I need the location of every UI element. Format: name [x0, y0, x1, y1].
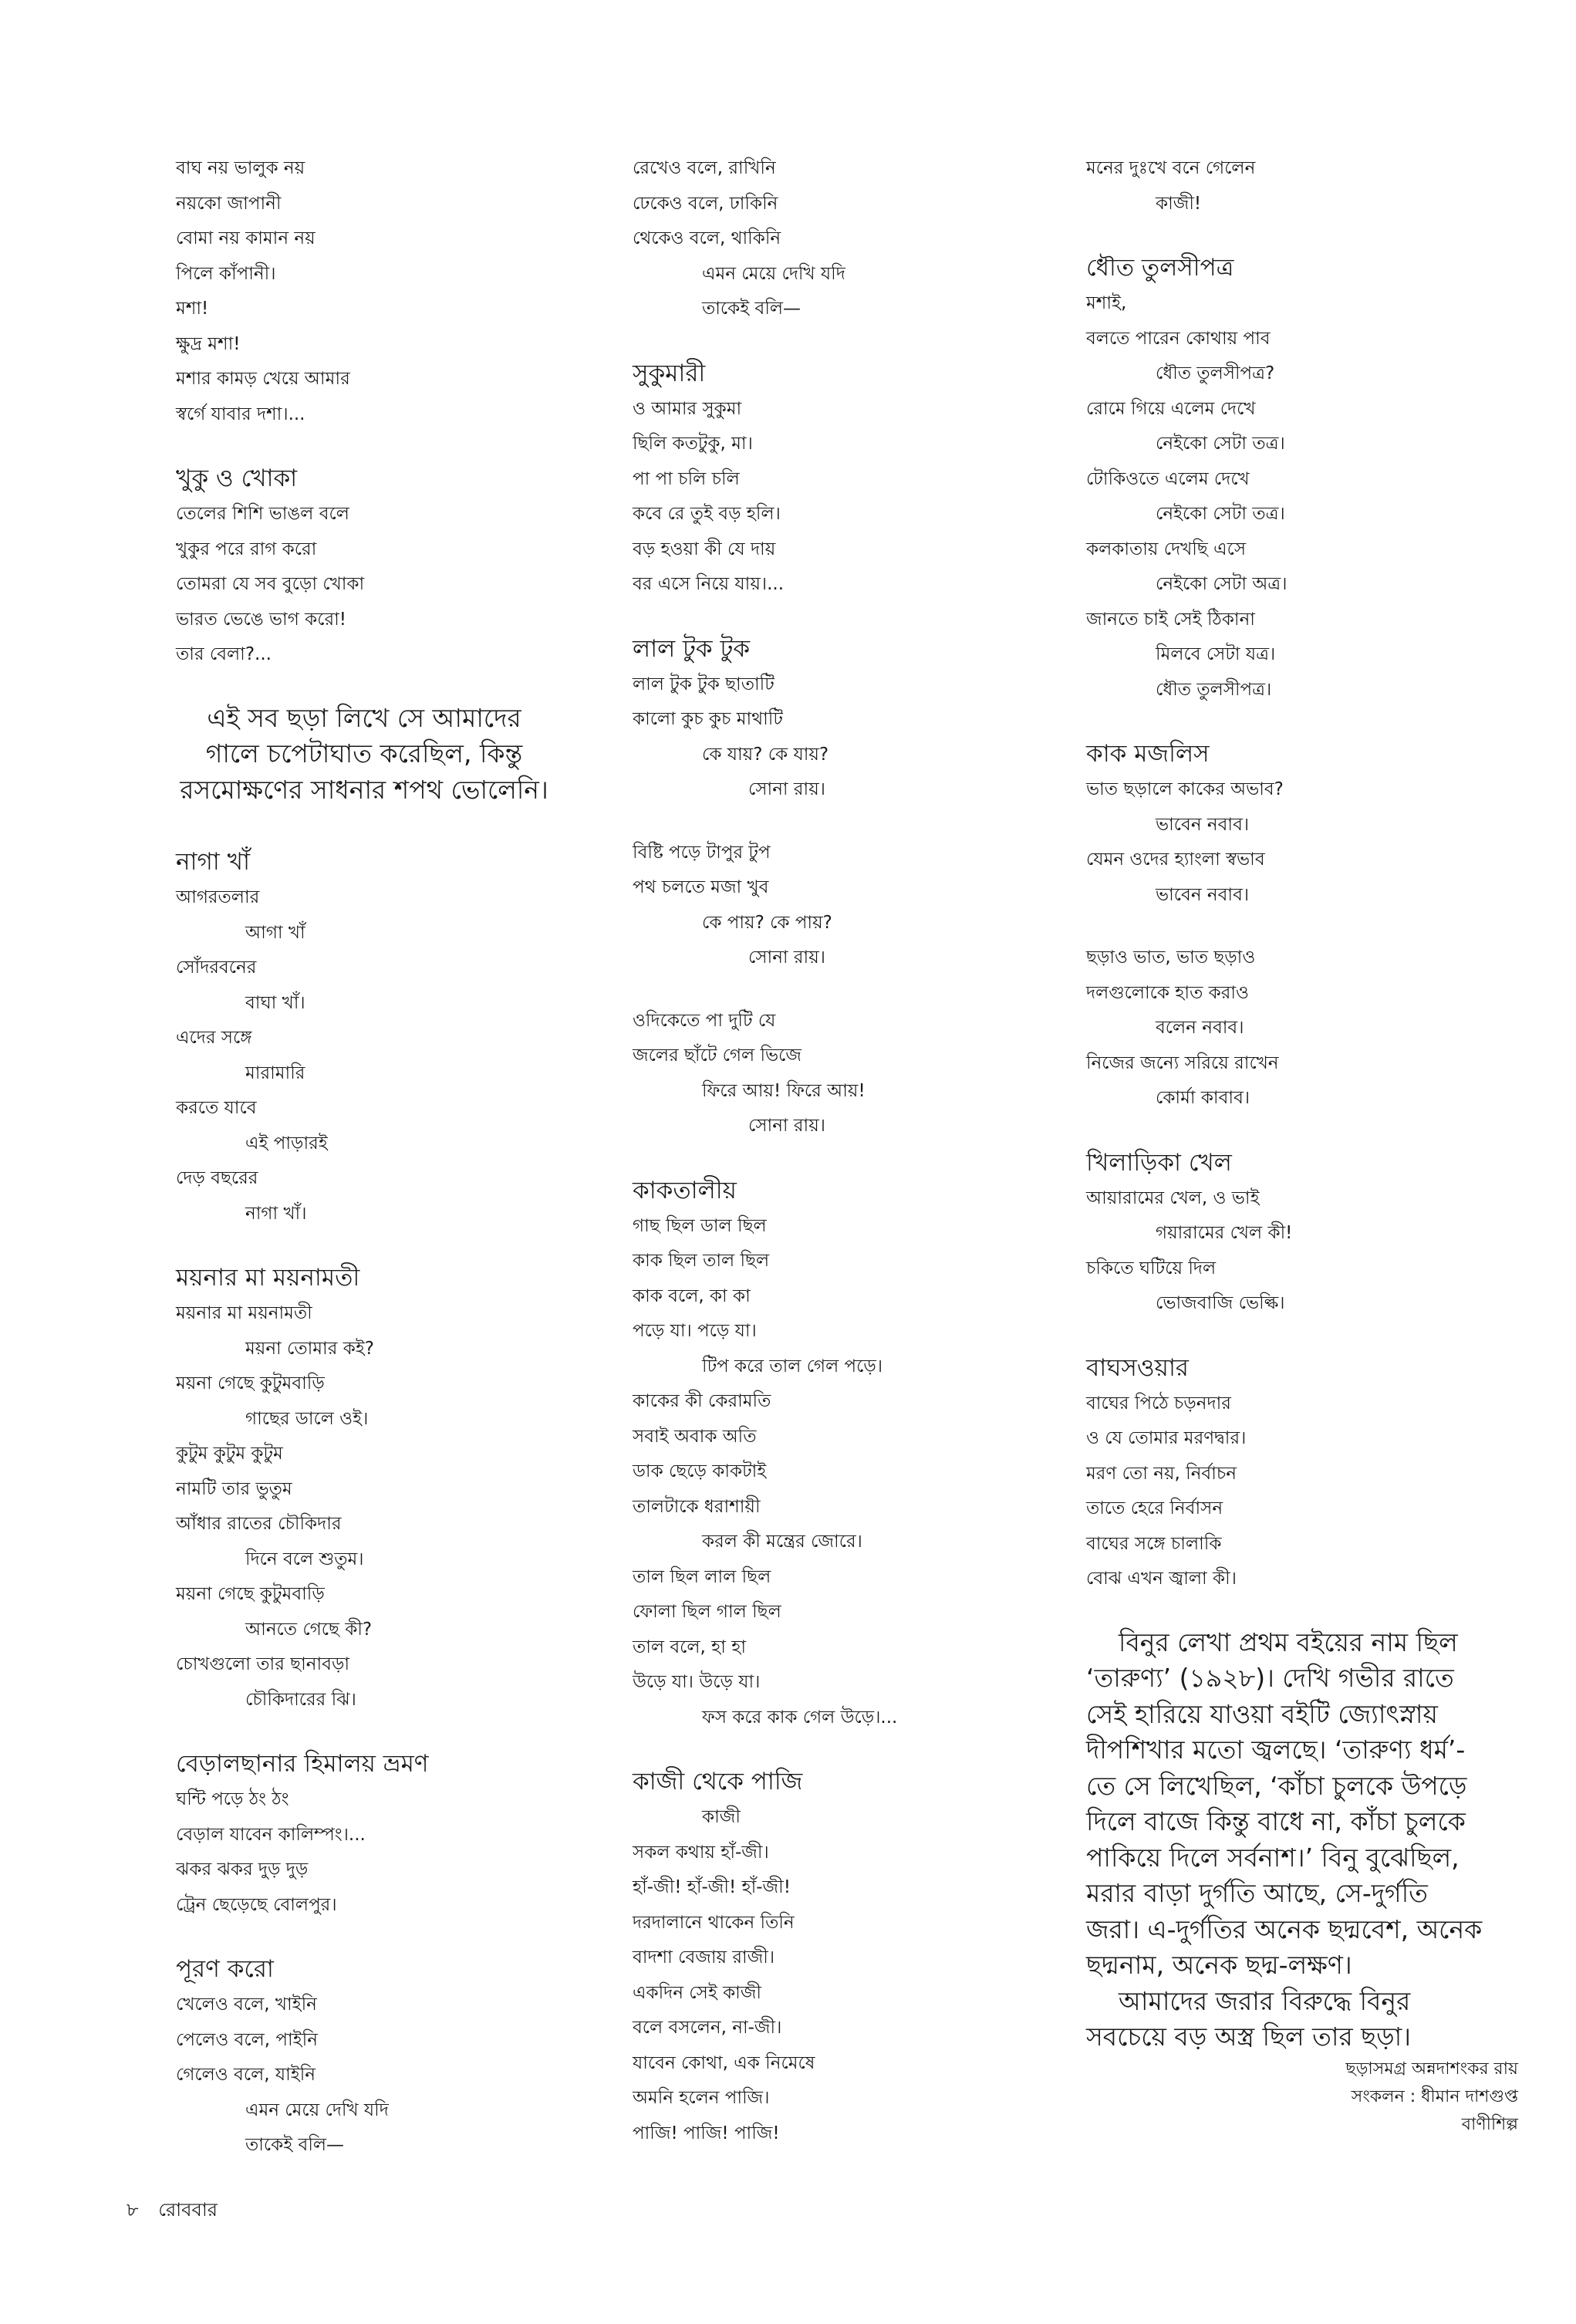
poem-line: আঁধার রাতের চৌকিদার	[176, 1514, 342, 1534]
poem-line: ধৌত তুলসীপত্র?	[1156, 363, 1275, 383]
poem-line: সবাই অবাক অতি	[633, 1426, 757, 1447]
poem-line: বাঘা খাঁ।	[245, 992, 305, 1013]
poem-line: ছড়াও ভাত, ভাত ছড়াও	[1086, 948, 1256, 968]
prose-line: সবচেয়ে বড় অস্ত্র ছিল তার ছড়া।	[1086, 2022, 1412, 2052]
poem-title: পূরণ করো	[176, 1955, 274, 1983]
poem-line: ময়না গেছে কুটুমবাড়ি	[176, 1584, 325, 1604]
prose-line: ছদ্মনাম, অনেক ছদ্ম-লক্ষণ।	[1086, 1950, 1352, 1980]
poem-line: তালটাকে ধরাশায়ী	[633, 1496, 761, 1517]
poem-line: দলগুলোকে হাত করাও	[1086, 982, 1249, 1003]
prose-line: রসমোক্ষণের সাধনার শপথ ভোলেনি।	[180, 774, 548, 805]
poem-line: এমন মেয়ে দেখি যদি	[245, 2099, 389, 2120]
poem-line: মরণ তো নয়, নির্বাচন	[1086, 1463, 1237, 1484]
poem-title: কাকতালীয়	[633, 1176, 737, 1204]
poem-line: খেলেও বলে, খাইনি	[176, 1995, 317, 2015]
prose-line: দীপশিখার মতো জ্বলছে। ‘তারুণ্য ধর্ম’-	[1086, 1735, 1466, 1765]
poem-line: নেইকো সেটা অত্র।	[1156, 574, 1287, 594]
poem-line: বোমা নয় কামান নয়	[176, 228, 316, 248]
poem-line: তাতে হেরে নির্বাসন	[1086, 1498, 1223, 1518]
poem-line: নিজের জন্যে সরিয়ে রাখেন	[1086, 1052, 1279, 1073]
column-2	[633, 151, 1065, 2151]
poem-title: সুকুমারী	[633, 359, 706, 387]
poem-line: কাক বলে, কা কা	[633, 1285, 751, 1306]
poem-line: তাল ছিল লাল ছিল	[633, 1566, 771, 1587]
poem-line: ট্রেন ছেড়েছে বোলপুর।	[176, 1894, 337, 1915]
poem-line: সোনা রায়।	[748, 779, 825, 799]
poem-line: ফোলা ছিল গাল ছিল	[633, 1602, 781, 1622]
poem-line: নেইকো সেটা তত্র।	[1156, 504, 1285, 524]
poem-line: সোনা রায়।	[748, 1116, 825, 1136]
poem-line: কাক ছিল তাল ছিল	[633, 1251, 770, 1271]
poem-line: পাজি! পাজি! পাজি!	[633, 2123, 780, 2143]
poem-line: এদের সঙ্গে	[176, 1028, 252, 1048]
poem-line: ঝকর ঝকর দুড় দুড়	[176, 1860, 309, 1880]
prose-line: ‘তারুণ্য’ (১৯২৮)। দেখি গভীর রাতে	[1086, 1663, 1454, 1693]
poem-line: বাঘের সঙ্গে চালাকি	[1086, 1533, 1222, 1554]
prose-line: এই সব ছড়া লিখে সে আমাদের	[207, 702, 521, 733]
poem-line: ছিলি কতটুকু, মা।	[633, 434, 753, 454]
poem-line: ওদিকেতে পা দুটি যে	[633, 1010, 776, 1031]
poem-line: স্বর্গে যাবার দশা।...	[176, 404, 305, 424]
poem-line: তাকেই বলি—	[702, 299, 801, 319]
poem-title: ময়নার মা ময়নামতী	[176, 1264, 360, 1292]
poem-line: বলে বসলেন, না-জী।	[633, 2018, 782, 2038]
poem-line: গাছের ডালে ওই।	[245, 1408, 369, 1429]
prose-line: দিলে বাজে কিন্তু বাধে না, কাঁচা চুলকে	[1086, 1806, 1466, 1836]
source-credit-publisher: বাণীশিল্প	[1461, 2114, 1518, 2134]
poem-line: থেকেও বলে, থাকিনি	[633, 228, 781, 248]
poem-line: ঘন্টি পড়ে ঠং ঠং	[176, 1789, 289, 1809]
poem-line: নয়কো জাপানী	[176, 193, 282, 214]
poem-line: রোমে গিয়ে এলেম দেখে	[1086, 398, 1256, 419]
poem-line: কাজী	[702, 1807, 741, 1827]
prose-line: পাকিয়ে দিলে সর্বনাশ।’ বিনু বুঝেছিল,	[1086, 1842, 1460, 1873]
poem-line: বলতে পারেন কোথায় পাব	[1086, 328, 1271, 349]
poem-line: গেলেও বলে, যাইনি	[176, 2065, 316, 2085]
poem-title: লাল টুক টুক	[633, 634, 751, 663]
prose-paragraph	[1086, 1625, 1518, 2055]
poem-title: বাঘসওয়ার	[1086, 1353, 1189, 1382]
poem-line: তাকেই বলি—	[245, 2135, 345, 2155]
poem-line: কবে রে তুই বড় হলি।	[633, 504, 781, 524]
poem-line: যেমন ওদের হ্যাংলা স্বভাব	[1086, 850, 1265, 870]
poem-title: নাগা খাঁ	[176, 848, 251, 876]
poem-line: আনতে গেছে কী?	[245, 1619, 373, 1640]
prose-line: জরা। এ-দুর্গতির অনেক ছদ্মবেশ, অনেক	[1086, 1914, 1483, 1944]
poem-line: ময়নার মা ময়নামতী	[176, 1303, 312, 1323]
poem-line: খুকুর পরে রাগ করো	[176, 539, 317, 559]
poem-line: বড় হওয়া কী যে দায়	[633, 539, 776, 559]
poem-line: টিপ করে তাল গেল পড়ে।	[702, 1356, 883, 1376]
prose-paragraph	[148, 701, 580, 809]
poem-line: আগরতলার	[176, 887, 260, 907]
poem-line: মশা!	[176, 299, 209, 319]
poem-title: খিলাড়িকা খেল	[1086, 1148, 1232, 1177]
poem-line: জানতে চাই সেই ঠিকানা	[1086, 609, 1255, 630]
poem-line: ময়না গেছে কুটুমবাড়ি	[176, 1373, 325, 1393]
prose-line: আমাদের জরার বিরুদ্ধে বিনুর	[1119, 1985, 1411, 2016]
prose-line: বিনুর লেখা প্রথম বইয়ের নাম ছিল	[1119, 1626, 1458, 1657]
poem-line: আগা খাঁ	[245, 922, 305, 943]
prose-line: মরার বাড়া দুর্গতি আছে, সে-দুর্গতি	[1086, 1878, 1428, 1908]
poem-line: ভারত ভেঙে ভাগ করো!	[176, 609, 346, 630]
poem-line: ফিরে আয়! ফিরে আয়!	[702, 1080, 866, 1101]
poem-line: তার বেলা?...	[176, 644, 272, 664]
poem-title: খুকু ও খোকা	[176, 464, 298, 492]
poem-line: ভাবেন নবাব।	[1156, 814, 1250, 835]
poem-line: বেড়াল যাবেন কালিম্পং।...	[176, 1824, 366, 1845]
poem-line: পড়ে যা। পড়ে যা।	[633, 1321, 757, 1341]
poem-line: বলেন নবাব।	[1156, 1018, 1244, 1038]
poem-line: তাল বলে, হা হা	[633, 1637, 746, 1657]
poem-line: ও আমার সুকুমা	[633, 398, 742, 419]
poem-line: আয়ারামের খেল, ও ভাই	[1086, 1187, 1260, 1208]
column-1	[176, 151, 608, 2164]
poem-line: কলকাতায় দেখছি এসে	[1086, 539, 1247, 559]
poem-line: মারামারি	[245, 1062, 305, 1083]
poem-line: দেড় বছরের	[176, 1168, 258, 1188]
poem-line: কে পায়? কে পায়?	[702, 912, 832, 933]
source-credit-editor: সংকলন : ধীমান দাশগুপ্ত	[1351, 2086, 1518, 2106]
poem-line: বাঘ নয় ভালুক নয়	[176, 158, 305, 178]
poem-line: সোঁদরবনের	[176, 958, 257, 978]
poem-line: ময়না তোমার কই?	[245, 1338, 374, 1359]
poem-line: এমন মেয়ে দেখি যদি	[702, 263, 845, 284]
page-number: ৮	[127, 2199, 139, 2221]
poem-line: পথ চলতে মজা খুব	[633, 877, 769, 897]
poem-line: নেইকো সেটা তত্র।	[1156, 434, 1285, 454]
poem-line: নামটি তার ভুতুম	[176, 1478, 292, 1499]
poem-line: সোনা রায়।	[748, 948, 825, 968]
poem-line: কাজী!	[1156, 193, 1202, 214]
poem-title: ধৌত তুলসীপত্র	[1086, 254, 1234, 282]
poem-line: বিষ্টি পড়ে টাপুর টুপ	[633, 842, 771, 863]
poem-line: ডাক ছেড়ে কাকটাই	[633, 1461, 767, 1481]
poem-line: কাকের কী কেরামতি	[633, 1391, 771, 1411]
poem-line: ও যে তোমার মরণদ্বার।	[1086, 1428, 1247, 1448]
source-credit-book: ছড়াসমগ্র অন্নদাশংকর রায়	[1345, 2059, 1518, 2079]
poem-line: কোর্মা কাবাব।	[1156, 1088, 1250, 1108]
poem-title: কাজী থেকে পাজি	[633, 1768, 803, 1795]
poem-line: গাছ ছিল ডাল ছিল	[633, 1215, 767, 1236]
poem-line: পিলে কাঁপানী।	[176, 263, 276, 284]
poem-line: একদিন সেই কাজী	[633, 1982, 762, 2003]
poem-line: বোঝ এখন জ্বালা কী।	[1086, 1569, 1237, 1589]
poem-line: মিলবে সেটা যত্র।	[1156, 644, 1276, 664]
column-3	[1086, 151, 1518, 2139]
poem-line: করল কী মন্ত্রের জোরে।	[702, 1532, 862, 1552]
poem-title: বেড়ালছানার হিমালয় ভ্রমণ	[176, 1750, 429, 1778]
poem-line: ভোজবাজি ভেল্কি।	[1156, 1293, 1285, 1313]
poem-line: বাদশা বেজায় রাজী।	[633, 1947, 775, 1968]
poem-line: ঢেকেও বলে, ঢাকিনি	[633, 193, 778, 214]
poem-line: চোখগুলো তার ছানাবড়া	[176, 1654, 350, 1674]
poem-line: ভাত ছড়ালে কাকের অভাব?	[1086, 779, 1284, 799]
poem-title: কাক মজলিস	[1086, 740, 1210, 768]
magazine-name: রোববার	[158, 2199, 218, 2221]
poem-line: কে যায়? কে যায়?	[702, 744, 829, 765]
poem-line: দরদালানে থাকেন তিনি	[633, 1912, 795, 1933]
page-footer	[127, 2196, 231, 2227]
poem-line: নাগা খাঁ।	[245, 1203, 307, 1224]
poem-line: গয়ারামের খেল কী!	[1156, 1223, 1293, 1243]
poem-line: তোমরা যে সব বুড়ো খোকা	[176, 574, 365, 594]
poem-line: বাঘের পিঠে চড়নদার	[1086, 1393, 1231, 1414]
poem-line: তেলের শিশি ভাঙল বলে	[176, 504, 349, 524]
poem-line: ফস করে কাক গেল উড়ে।...	[702, 1707, 898, 1728]
poem-line: যাবেন কোথা, এক নিমেষে	[633, 2052, 815, 2073]
poem-line: কুটুম কুটুম কুটুম	[176, 1444, 283, 1464]
poem-line: চৌকিদারের ঝি।	[245, 1689, 356, 1710]
poem-line: উড়ে যা। উড়ে যা।	[633, 1672, 761, 1692]
poem-line: ক্ষুদ্র মশা!	[176, 333, 241, 354]
poem-line: পা পা চলি চলি	[633, 468, 740, 489]
poem-line: সকল কথায় হাঁ-জী।	[633, 1842, 769, 1863]
poem-line: এই পাড়ারই	[245, 1133, 328, 1154]
poem-line: জলের ছাঁটে গেল ভিজে	[633, 1045, 802, 1066]
prose-line: সেই হারিয়ে যাওয়া বইটি জ্যোৎস্নায়	[1086, 1698, 1438, 1729]
prose-line: গালে চপেটাঘাত করেছিল, কিন্তু	[205, 738, 523, 768]
poem-line: রেখেও বলে, রাখিনি	[633, 158, 776, 178]
poem-line: কালো কুচ কুচ মাথাটি	[633, 709, 783, 729]
poem-line: দিনে বলে শুতুম।	[245, 1549, 364, 1569]
poem-line: করতে যাবে	[176, 1098, 257, 1118]
poem-line: বর এসে নিয়ে যায়।...	[633, 574, 785, 594]
poem-line: পেলেও বলে, পাইনি	[176, 2029, 318, 2050]
prose-line: তে সে লিখেছিল, ‘কাঁচা চুলকে উপড়ে	[1086, 1770, 1467, 1801]
poem-line: ভাবেন নবাব।	[1156, 884, 1250, 905]
poem-line: লাল টুক টুক ছাতাটি	[633, 674, 775, 694]
poem-line: চকিতে ঘটিয়ে দিল	[1086, 1258, 1217, 1279]
poem-line: মশাই,	[1086, 293, 1127, 313]
poem-line: টোকিওতে এলেম দেখে	[1086, 468, 1250, 489]
poem-line: অমনি হলেন পাজি।	[633, 2088, 770, 2108]
poem-line: ধৌত তুলসীপত্র।	[1156, 679, 1272, 700]
poem-line: মনের দুঃখে বনে গেলেন	[1086, 158, 1256, 178]
poem-line: হাঁ-জী! হাঁ-জী! হাঁ-জী!	[633, 1877, 791, 1897]
poem-line: মশার কামড় খেয়ে আমার	[176, 369, 350, 389]
